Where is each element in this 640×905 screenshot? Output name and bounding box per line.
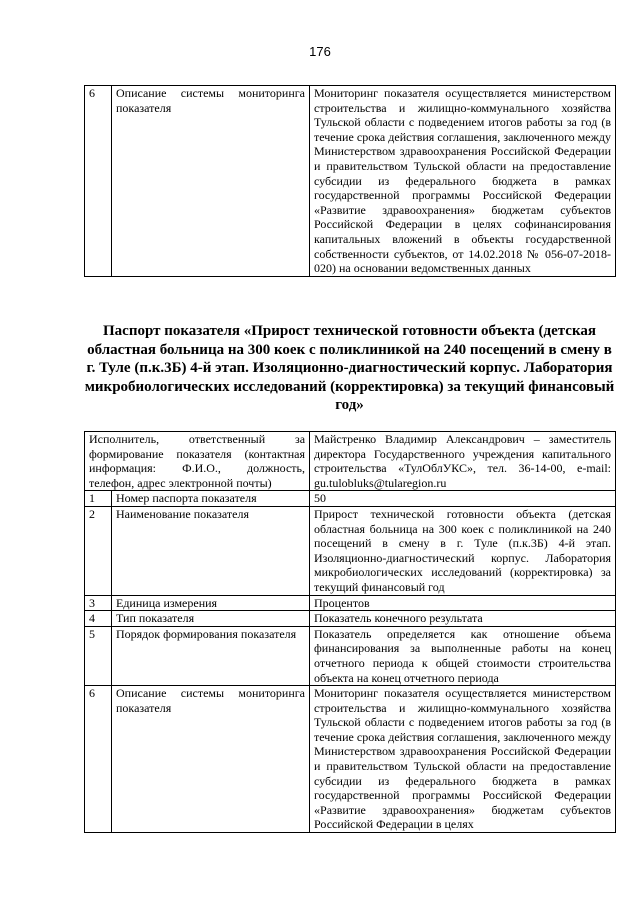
row-number: 5 [85,626,112,685]
row-value: Процентов [310,595,616,611]
row-label: Наименование показателя [112,506,310,595]
row-label: Порядок формирования показателя [112,626,310,685]
row-value: Мониторинг показателя осуществляется министерством строительства и жилищно-коммунального хозяйства Тульской области с подведением итогов работы за год (в течение срока действия соглашения, заключенного между Министерством здравоохранения Российской Федерации и правительством Тульской области на предоставление субсидии из федерального бюджета в рамках государственной программы Российской Федерации «Развитие здравоохранения» бюджетам субъектов Российской Федерации в целях софинансирования капитальных вложений в объекты государственной собственности субъектов, от 14.02.2018 № 056-07-2018-020) на основании ведомственных данных [310,86,616,277]
passport-title: Паспорт показателя «Прирост технической готовности объекта (детская областная больница на 300 коек с поликлиникой на 240 посещений в смену в г. Туле (п.к.3Б) 4-й этап. Изоляционно-диагностический корпус. Лаборатория микробиологических исследований (корректировка) за текущий финансовый год» [84,323,615,413]
table-row [85,686,616,833]
row-number: 4 [85,611,112,627]
row-number: 3 [85,595,112,611]
row-number: 1 [85,491,112,507]
row-value: Прирост технической готовности объекта (детская областная больница на 300 коек с поликлиникой на 240 посещений в смену в г. Туле (п.к.3Б) 4-й этап. Изоляционно-диагностический корпус. Лаборатория микробиологических исследований (корректировка) за текущий финансовый год [310,506,616,595]
row-label: Описание системы мониторинга показателя [112,86,310,277]
row-number: 6 [85,686,112,833]
table-row [85,432,616,491]
row-label: Единица измерения [112,595,310,611]
row-value: 50 [310,491,616,507]
row-label: Тип показателя [112,611,310,627]
table-row [85,506,616,595]
table-row [85,86,616,277]
page-number: 176 [309,44,331,59]
row-number: 2 [85,506,112,595]
row-value: Показатель определяется как отношение объема финансирования за выполненные работы на конец отчетного периода к общей стоимости строительства объекта на конец отчетного периода [310,626,616,685]
table-row [85,611,616,627]
row-value: Показатель конечного результата [310,611,616,627]
row-number: 6 [85,86,112,277]
executor-value: Майстренко Владимир Александрович – заместитель директора Государственного учреждения капитального строительства «ТулОблУКС», тел. 36-14-00, e-mail: gu.tulobluks@tularegion.ru [310,432,616,491]
row-label: Описание системы мониторинга показателя [112,686,310,833]
executor-label: Исполнитель, ответственный за формирование показателя (контактная информация: Ф.И.О., должность, телефон, адрес электронной почты) [85,432,310,491]
row-label: Номер паспорта показателя [112,491,310,507]
table-row [85,595,616,611]
table-row [85,626,616,685]
table-row [85,491,616,507]
monitoring-table-continued [84,85,616,277]
row-value: Мониторинг показателя осуществляется министерством строительства и жилищно-коммунального хозяйства Тульской области с подведением итогов работы за год (в течение срока действия соглашения, заключенного между Министерством здравоохранения Российской Федерации и правительством Тульской области на предоставление субсидии из федерального бюджета в рамках государственной программы Российской Федерации «Развитие здравоохранения» бюджетам субъектов Российской Федерации в целях [310,686,616,833]
passport-table [84,431,616,833]
